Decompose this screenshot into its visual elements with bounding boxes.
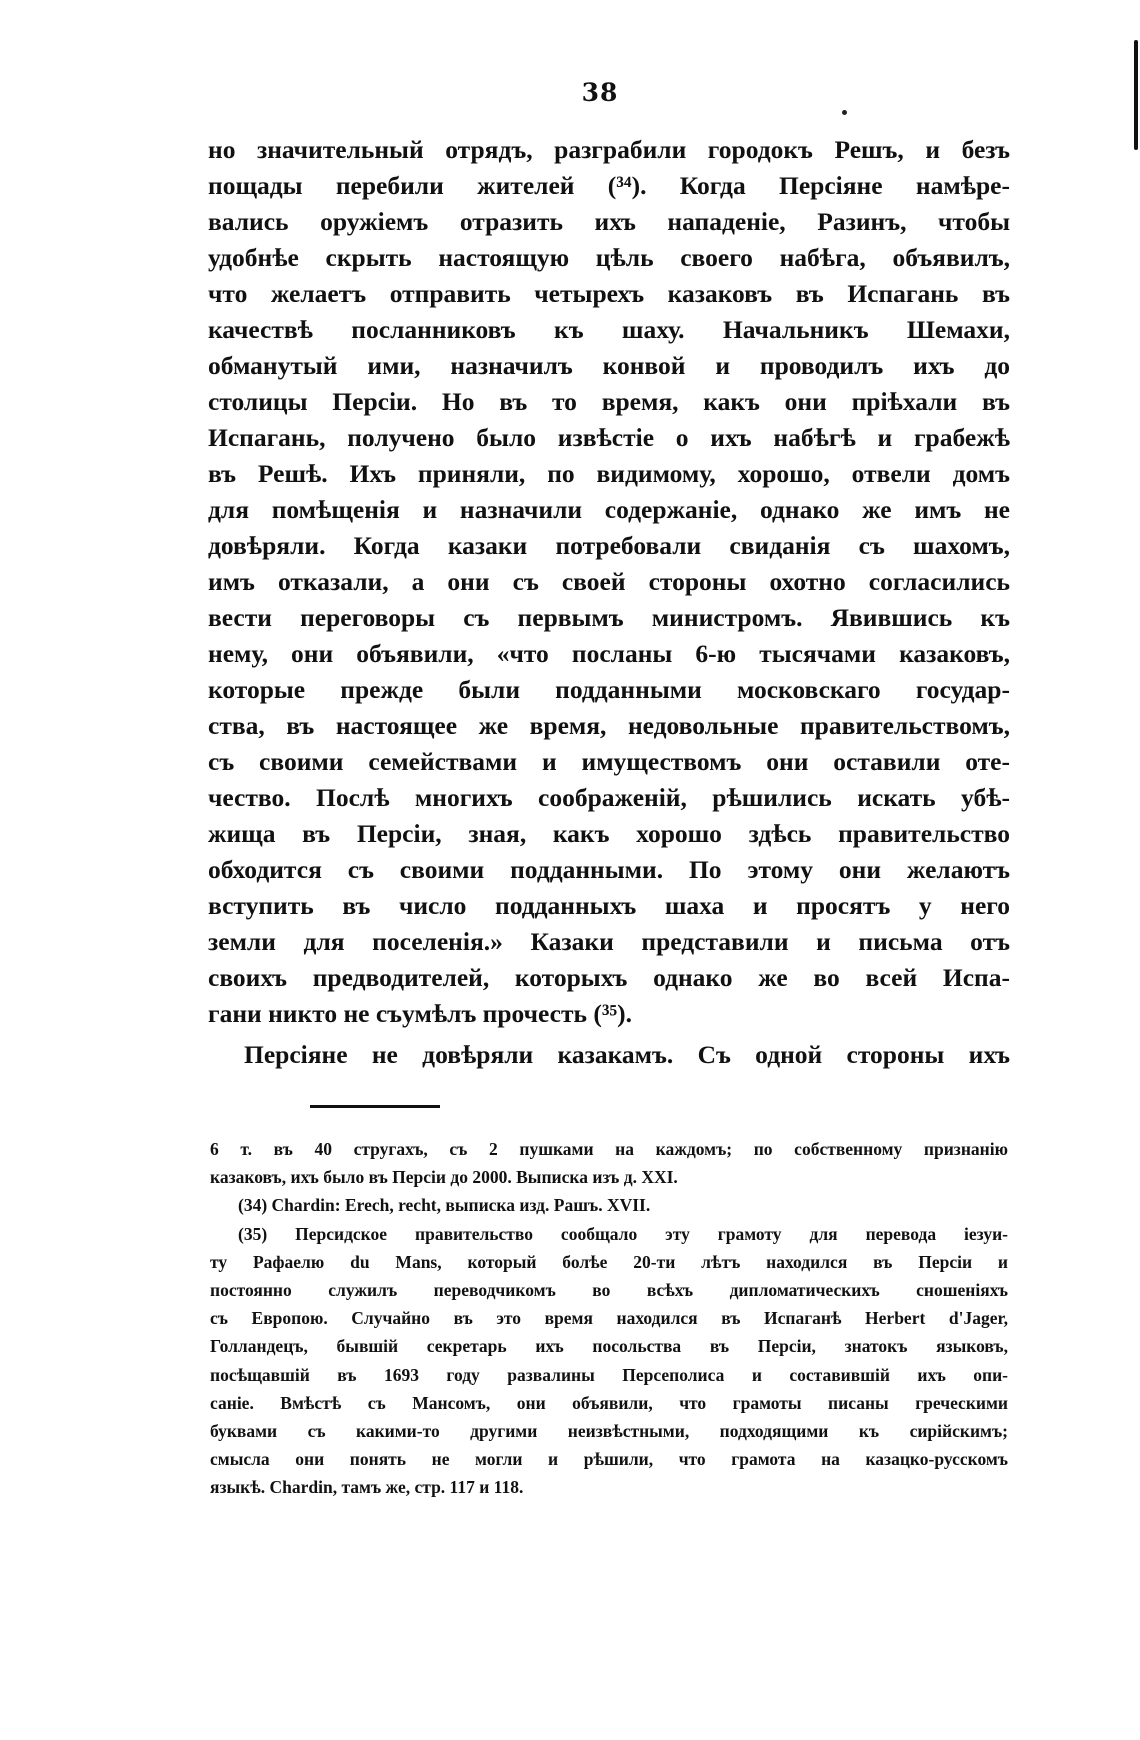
text-line: имъ отказали, а они съ своей стороны охотно согласились [208,567,1010,596]
text-line: чество. Послѣ многихъ соображеній, рѣшились искать убѣ- [208,783,1010,812]
text-line: въ Решѣ. Ихъ приняли, по видимому, хорошо, отвели домъ [208,459,1010,488]
footnote-35-line: ту Рафаелю du Mans, который болѣе 20-ти лѣтъ находился въ Персіи и [210,1251,1008,1272]
footnote-line: казаковъ, ихъ было въ Персіи до 2000. Выписка изъ д. XXI. [210,1167,678,1188]
text-line: вести переговоры съ первымъ министромъ. Явившись къ [208,603,1010,632]
footnote-35-line: Голландецъ, бывшій секретарь ихъ посольства въ Персіи, знатокъ языковъ, [210,1336,1008,1357]
text-line: вступить въ число подданныхъ шаха и просятъ у него [208,891,1010,920]
footnote-35-line: съ Европою. Случайно въ это время находился въ Испаганѣ Herbert d'Jager, [210,1308,1008,1329]
text-line: которые прежде были подданными московскаго государ- [208,675,1010,704]
text-line: съ своими семействами и имуществомъ они оставили оте- [208,747,1010,776]
footnote-35-line: (35) Персидское правительство сообщало эту грамоту для перевода іезуи- [238,1223,1008,1244]
text-line: довѣряли. Когда казаки потребовали свиданія съ шахомъ, [208,531,1010,560]
footnotes-block [210,1135,1008,1501]
text-line: Испагань, получено было извѣстіе о ихъ набѣгѣ и грабежѣ [208,423,1010,452]
text-line: пощады перебили жителей (³⁴). Когда Персіяне намѣре- [208,171,1010,200]
text-line: гани никто не съумѣлъ прочесть (³⁵). [208,999,633,1028]
text-line: но значительный отрядъ, разграбили городокъ Решъ, и безъ [208,135,1010,164]
text-line: столицы Персіи. Но въ то время, какъ они пріѣхали въ [208,387,1010,416]
scan-edge-mark [1134,40,1138,150]
text-line: для помѣщенія и назначили содержаніе, однако же имъ не [208,495,1010,524]
main-text-block [208,132,1010,1073]
text-line: ства, въ настоящее же время, недовольные правительствомъ, [208,711,1010,740]
footnote-35-line: буквами съ какими-то другими неизвѣстными, подходящими къ сирійскимъ; [210,1420,1008,1441]
text-line: вались оружіемъ отразить ихъ нападеніе, Разинъ, чтобы [208,207,1010,236]
footnote-separator [310,1105,440,1108]
footnote-35-line: саніе. Вмѣстѣ съ Мансомъ, они объявили, что грамоты писаны греческими [210,1392,1008,1413]
text-line: земли для поселенія.» Казаки представили и письма отъ [208,927,1010,956]
text-line: что желаетъ отправить четырехъ казаковъ въ Испагань въ [208,279,1010,308]
footnote-35-line: посѣщавшій въ 1693 году развалины Персеполиса и составившій ихъ опи- [210,1364,1008,1385]
footnote-35-line: языкѣ. Chardin, тамъ же, стр. 117 и 118. [210,1477,524,1498]
footnote-35-line: постоянно служилъ переводчикомъ во всѣхъ дипломатическихъ сношеніяхъ [210,1279,1008,1300]
text-line: жища въ Персіи, зная, какъ хорошо здѣсь правительство [208,819,1010,848]
footnote-34: (34) Chardin: Erech, recht, выписка изд. Рашъ. XVII. [238,1195,651,1216]
text-line: своихъ предводителей, которыхъ однако же во всей Испа- [208,963,1010,992]
footnote-line: 6 т. въ 40 стругахъ, съ 2 пушками на каждомъ; по собственному признанію [210,1139,1008,1159]
page-number: 38 [581,78,619,107]
text-line: качествѣ посланниковъ къ шаху. Начальникъ Шемахи, [208,315,1010,344]
text-line: нему, они объявили, «что посланы 6-ю тысячами казаковъ, [208,639,1010,668]
text-line: обходится съ своими подданными. По этому они желаютъ [208,855,1010,884]
text-line: обманутый ими, назначилъ конвой и проводилъ ихъ до [208,351,1010,380]
footnote-35-line: смысла они понять не могли и рѣшили, что грамота на казацко-русскомъ [210,1449,1008,1470]
paragraph-start-line: Персіяне не довѣряли казакамъ. Съ одной стороны ихъ [244,1040,1010,1069]
print-dot [842,110,847,115]
text-line: удобнѣе скрыть настоящую цѣль своего набѣга, объявилъ, [208,243,1010,272]
